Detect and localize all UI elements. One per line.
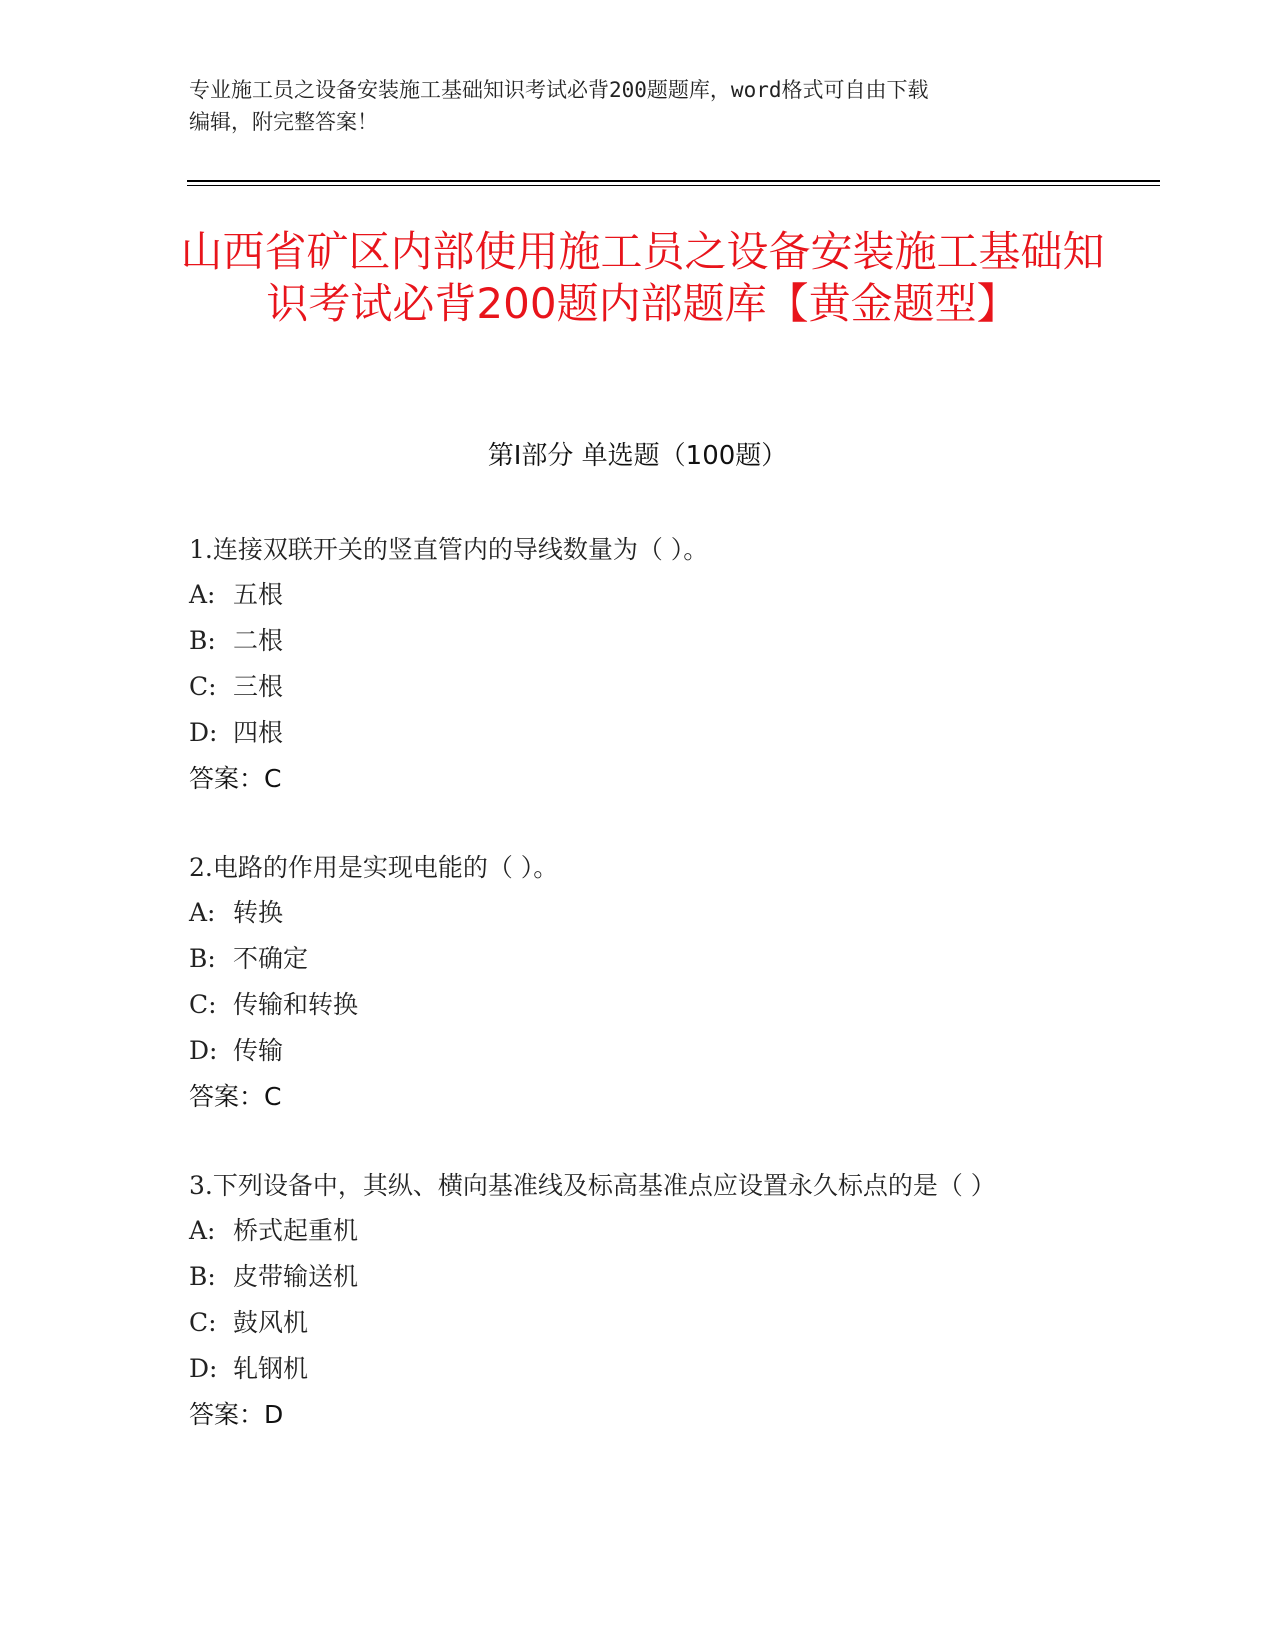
option-letter: A: xyxy=(189,898,216,927)
option-letter: D: xyxy=(189,1036,218,1065)
option-letter: C: xyxy=(189,1308,217,1337)
option-a xyxy=(189,1208,1089,1254)
option-d xyxy=(189,710,1089,756)
option-a xyxy=(189,890,1089,936)
question-block xyxy=(189,528,1089,802)
option-b xyxy=(189,936,1089,982)
option-letter: B: xyxy=(189,1262,216,1291)
option-text: 二根 xyxy=(233,626,284,655)
option-b xyxy=(189,1254,1089,1300)
question-text: 2.电路的作用是实现电能的（ ）。 xyxy=(189,853,559,882)
option-a xyxy=(189,572,1089,618)
option-text: 鼓风机 xyxy=(233,1308,309,1337)
header-note-line-2: 编辑，附完整答案！ xyxy=(189,110,378,134)
option-b xyxy=(189,618,1089,664)
option-text: 转换 xyxy=(233,898,284,927)
question-text: 1.连接双联开关的竖直管内的导线数量为（ ）。 xyxy=(189,535,709,564)
option-letter: B: xyxy=(189,944,216,973)
option-c xyxy=(189,664,1089,710)
option-letter: A: xyxy=(189,1216,216,1245)
option-c xyxy=(189,982,1089,1028)
question-text: 3.下列设备中，其纵、横向基准线及标高基准点应设置永久标点的是（ ） xyxy=(189,1171,996,1200)
option-letter: B: xyxy=(189,626,216,655)
option-c xyxy=(189,1300,1089,1346)
header-note-line-1: 专业施工员之设备安装施工基础知识考试必背200题题库，word格式可自由下载 xyxy=(189,78,929,102)
header-rule-thin xyxy=(187,185,1160,186)
option-text: 不确定 xyxy=(233,944,309,973)
option-text: 轧钢机 xyxy=(233,1354,309,1383)
answer-line: 答案：D xyxy=(189,1400,284,1429)
question-block xyxy=(189,1164,1089,1438)
option-d xyxy=(189,1028,1089,1074)
option-letter: C: xyxy=(189,672,217,701)
option-text: 四根 xyxy=(233,718,284,747)
option-text: 皮带输送机 xyxy=(233,1262,359,1291)
section-title: 第Ⅰ部分 单选题（100题） xyxy=(487,441,788,471)
option-letter: C: xyxy=(189,990,217,1019)
document-title: 山西省矿区内部使用施工员之设备安装施工基础知识考试必背200题内部题库【黄金题型】 xyxy=(180,227,1105,328)
option-text: 三根 xyxy=(233,672,284,701)
option-text: 桥式起重机 xyxy=(233,1216,359,1245)
option-d xyxy=(189,1346,1089,1392)
answer-line: 答案：C xyxy=(189,764,282,793)
option-letter: A: xyxy=(189,580,216,609)
option-letter: D: xyxy=(189,1354,218,1383)
option-letter: D: xyxy=(189,718,218,747)
answer-line: 答案：C xyxy=(189,1082,282,1111)
option-text: 传输 xyxy=(233,1036,284,1065)
question-block xyxy=(189,846,1089,1120)
header-note xyxy=(189,74,1089,138)
header-rule-thick xyxy=(187,180,1160,182)
option-text: 五根 xyxy=(233,580,284,609)
option-text: 传输和转换 xyxy=(233,990,359,1019)
